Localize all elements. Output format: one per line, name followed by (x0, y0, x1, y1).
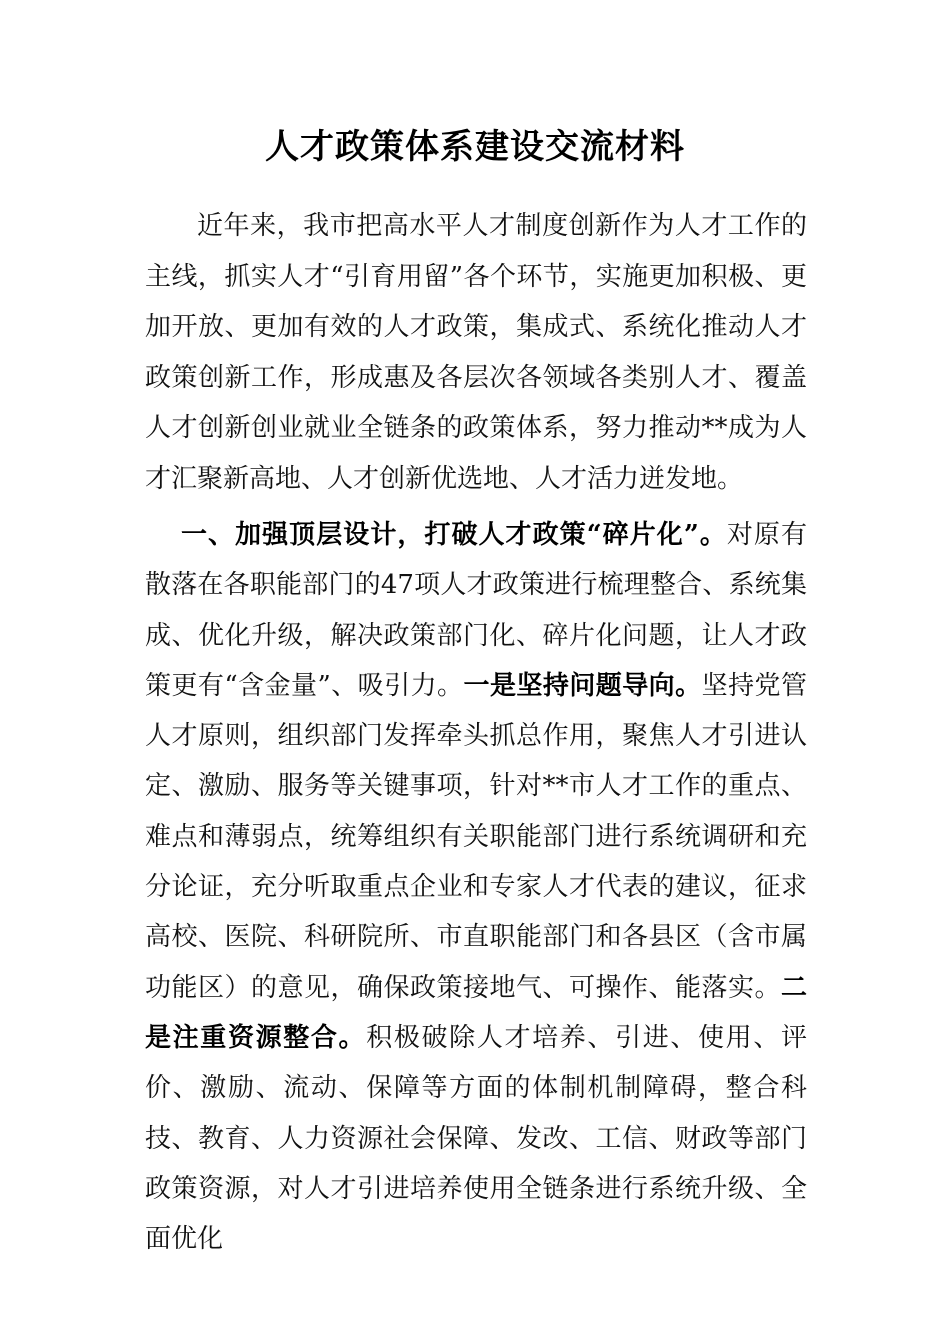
section-one-text: 对原有散落在各职能部门的47项人才政策进行梳理整合、系统集成、优化升级，解决政策部门化、碎片化问题，让人才政策更有“含金量”、吸引力。 (145, 520, 807, 701)
document-title: 人才政策体系建设交流材料 (265, 127, 685, 167)
intro-paragraph: 近年来，我市把高水平人才制度创新作为人才工作的主线，抓实人才“引育用留”各个环节，实施更加积极、更加开放、更加有效的人才政策，集成式、系统化推动人才政策创新工作，形成惠及各层次各领域各类别人才、覆盖人才创新创业就业全链条的政策体系，努力推动**成为人才汇聚新高地、人才创新优选地、人才活力迸发地。 (145, 211, 807, 494)
point-two-heading: 二是注重资源整合。 (145, 972, 807, 1053)
section-one-heading: 一、加强顶层设计，打破人才政策“碎片化”。 (181, 520, 727, 550)
point-two-text: 积极破除人才培养、引进、使用、评价、激励、流动、保障等方面的体制机制障碍，整合科技、教育、人力资源社会保障、发改、工信、财政等部门政策资源，对人才引进培养使用全链条进行系统升级、全面优化 (145, 1022, 807, 1255)
point-one-heading: 一是坚持问题导向。 (463, 670, 702, 701)
section-one-paragraph (145, 510, 807, 1264)
point-one-text: 坚持党管人才原则，组织部门发挥牵头抓总作用，聚焦人才引进认定、激励、服务等关键事项，针对**市人才工作的重点、难点和薄弱点，统筹组织有关职能部门进行系统调研和充分论证，充分听取重点企业和专家人才代表的建议，征求高校、医院、科研院所、市直职能部门和各县区（含市属功能区）的意见，确保政策接地气、可操作、能落实。 (145, 670, 807, 1003)
